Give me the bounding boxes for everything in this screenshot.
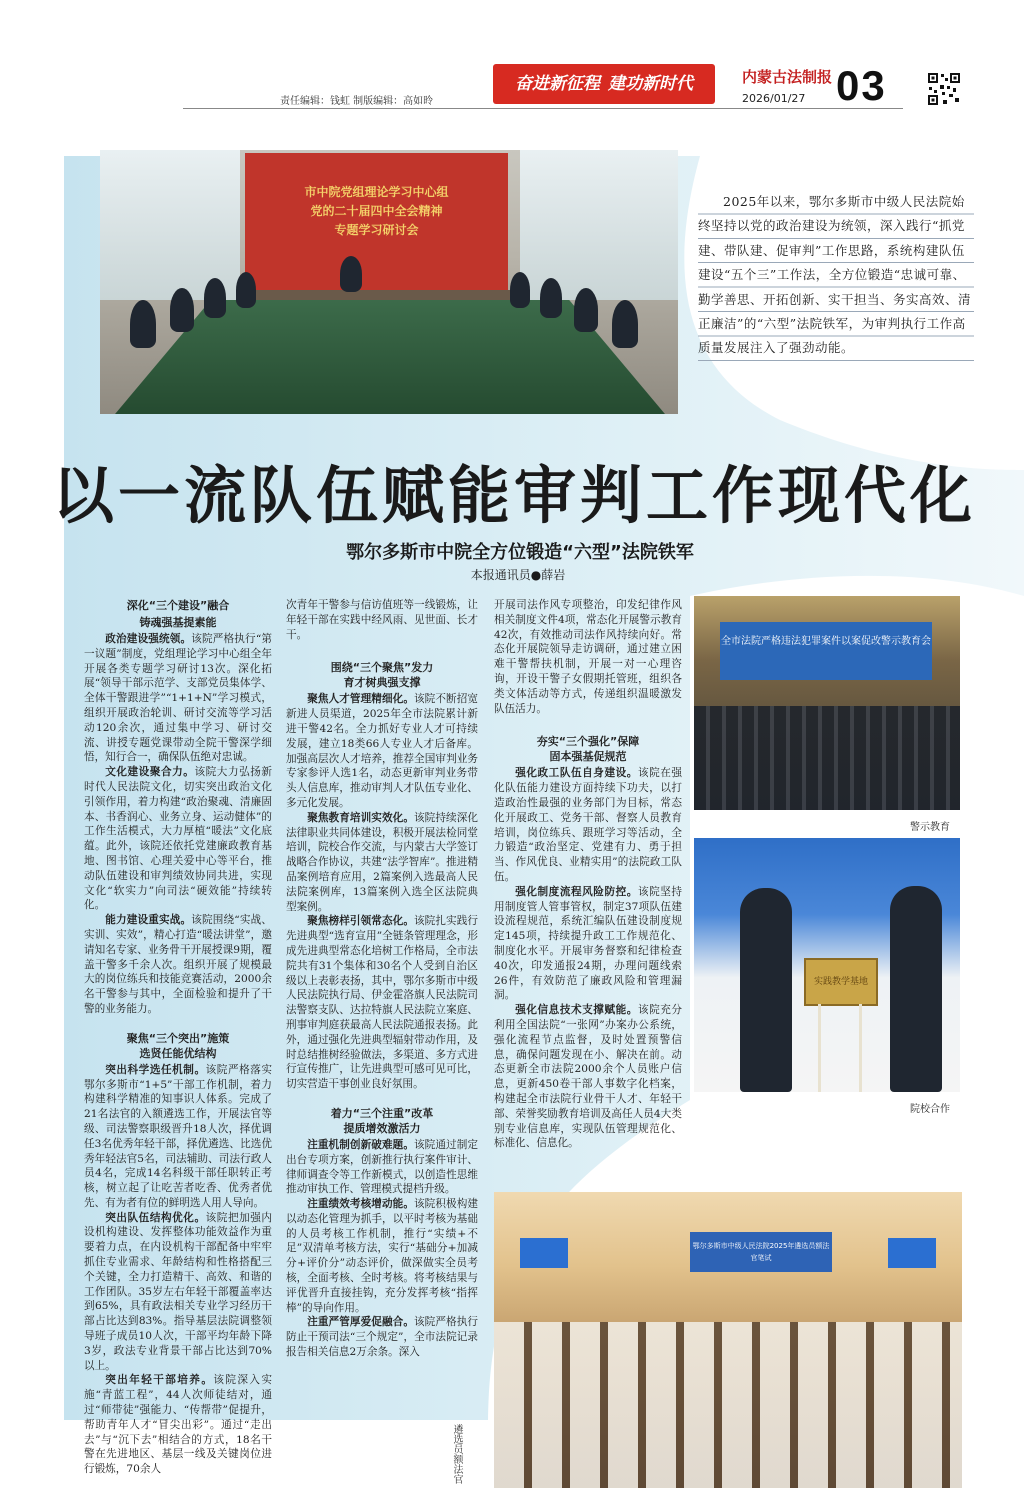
caption-judge-selection: 遴选员额法官	[451, 1424, 462, 1484]
section-subtitle: 提质增效激活力	[343, 1121, 421, 1135]
section-title: 深化“三个建设”融合	[126, 599, 230, 612]
paragraph: 聚焦教育培训实效化。该院持续深化法律职业共同体建设，积极开展法检同堂培训，院校合作交流，与内蒙古大学签订战略合作协议，共建“法学智库”。推进精品案例培育应用，2篇案例入选最高人民法院案例库，13篇案例入选全区法院典型案例。	[286, 811, 478, 913]
section-subtitle: 铸魂强基提素能	[139, 616, 217, 629]
caption-college-cooperation: 院校合作	[910, 1104, 950, 1115]
article-column-1	[84, 598, 272, 1477]
side-screen	[888, 1238, 936, 1268]
paragraph: 注重严管厚爱促融合。该院严格执行防止干预司法“三个规定”，全市法院记录报告相关信息2万余条。深入	[286, 1316, 478, 1359]
slogan-banner	[493, 64, 715, 104]
backdrop-line-1: 市中院党组理论学习中心组	[304, 185, 449, 199]
backdrop-line-3: 专题学习研讨会	[334, 223, 419, 237]
window-left	[100, 150, 240, 300]
paragraph: 文化建设聚合力。该院大力弘扬新时代人民法院文化，切实突出政治文化引领作用，着力构建“政治聚魂、清廉固本、书香润心、业务立身、运动健体”的工作生活模式，大力厚植“暖法”文化底蕴。此外，该院还依托党建廉政教育基地、图书馆、心理关爱中心等平台，推动队伍建设和审判绩效协同共进，实现文化“软实力”向司法“硬效能”持续转化。	[84, 766, 273, 912]
subheadline: 鄂尔多斯市中院全方位锻造“六型”法院铁军	[346, 542, 694, 563]
person	[890, 886, 942, 1092]
person	[130, 300, 156, 348]
person	[236, 272, 256, 308]
person	[170, 288, 194, 332]
section-subtitle: 育才树典强支撑	[343, 676, 421, 690]
byline: 本报通讯员●薛岩	[470, 568, 566, 582]
section-title: 聚焦“三个突出”施策	[126, 1031, 230, 1045]
paragraph: 强化政工队伍自身建设。该院在强化队伍能力建设方面持续下功夫，以打造政治性最强的业务部门为目标，常态化开展政工、党务干部、督察人员教育培训，岗位练兵、跟班学习等活动，全力锻造“政治坚定、党建有力、勇于担当、作风优良、业精实用”的法院政工队伍。	[494, 767, 683, 883]
caption-warning-education: 警示教育	[910, 822, 950, 833]
paragraph: 注重机制创新破难题。该院通过制定出台专项方案，创新推行执行案件审计、律师调查令等工作新模式，以创造性思维推动审执工作、管理模式提档升级。	[286, 1138, 478, 1196]
section-title: 着力“三个注重”改革	[330, 1106, 434, 1120]
section-title: 围绕“三个聚焦”发力	[330, 661, 434, 675]
backdrop-line-2: 党的二十届四中全会精神	[310, 204, 443, 218]
person	[540, 278, 562, 318]
section-title: 夯实“三个强化”保障	[536, 735, 640, 749]
section-subtitle: 固本强基促规范	[549, 750, 627, 764]
article-column-2	[286, 598, 478, 1360]
exam-desks	[494, 1322, 962, 1488]
meeting-screen: 全市法院严格违法犯罪案件以案促改警示教育会	[720, 622, 932, 680]
paragraph: 次青年干警参与信访值班等一线锻炼，让年轻干部在实践中经风雨、见世面、长才干。	[286, 599, 478, 641]
headline: 以一流队伍赋能审判工作现代化	[51, 459, 976, 532]
meeting-backdrop	[245, 153, 508, 295]
side-screen	[520, 1238, 568, 1268]
banner-left: 奋进新征程	[515, 74, 600, 94]
person	[340, 256, 362, 292]
paragraph: 聚焦人才管理精细化。该院不断招宽新进人员渠道，2025年全市法院累计新进干警42名。全力抓好专业人才可持续发展，建立18类66人专业人才后备库。加强高层次人才培养，推荐全国审判业务专家参评人选1名，动态更新审判业务带头人信息库，推动审判人才队伍专业化、多元化发展。	[286, 693, 478, 809]
paragraph: 注重绩效考核增动能。该院积极构建以动态化管理为抓手，以平时考核为基础的人员考核工作机制，推行“实绩+不足”双清单考核方法，实行“基础分+加减分+评价分”动态评价，做深做实全员考核，全面考核、全时考核。将考核结果与评优晋升直接挂钩，充分发挥考核“指挥棒”的导向作用。	[286, 1198, 478, 1314]
paragraph: 突出队伍结构优化。该院把加强内设机构建设、发挥整体功能效益作为重要着力点，在内设机构干部配备中牢牢抓住专业需求、年龄结构和性格搭配三个关键，全力打造精干、高效、和谐的工作团队。35岁左右年轻干部覆盖率达到65%，具有政法相关专业学习经历干部占比达到83%。指导基层法院调整领导班子成员10人次，干部平均年龄下降3岁，政法专业背景干部占比达到70%以上。	[84, 1211, 273, 1372]
person	[510, 272, 530, 308]
paragraph: 聚焦榜样引领常态化。该院扎实践行先进典型“选育宣用”全链条管理理念，形成先进典型常态化培树工作格局，全市法院共有31个集体和30名个人受到自治区级以上表彰表扬，其中，鄂尔多斯市中级人民法院执行局、伊金霍洛旗人民法院司法警察支队、达拉特旗人民法院立案庭、刑事审判庭获最高人民法院通报表扬。此外，通过强化先进典型辐射带动作用，及时总结推树经验做法，多渠道、多方式进行宣传推广，让先进典型可感可见可比，切实营造干事创业良好氛围。	[286, 915, 478, 1091]
lead-paragraph: 2025年以来，鄂尔多斯市中级人民法院始终坚持以党的政治建设为统领，深入践行“抓党建、带队建、促审判”工作思路，系统构建队伍建设“五个三”工作法，全方位锻造“忠诚可靠、勤学善思、开拓创新、实干担当、务实高效、清正廉洁”的“六型”法院铁军，为审判执行工作高质量发展注入了强劲动能。	[698, 190, 974, 361]
banner-right: 建功新时代	[608, 74, 693, 94]
qr-code-icon	[927, 72, 961, 106]
photo-warning-education	[694, 596, 960, 810]
paragraph: 政治建设强统领。该院严格执行“第一议题”制度，党组理论学习中心组全年开展各类专题学习研讨13次。深化拓展“领导干部示范学、支部党员集体学、全体干警跟进学”“1+1+N”学习模式，组织开展政治轮训、研讨交流等学习活动120余次，通过集中学习、研讨交流、讲授专题党课带动全院干警深学细悟，知行合一，确保队伍绝对忠诚。	[84, 633, 272, 764]
paragraph: 突出科学选任机制。该院严格落实鄂尔多斯市“1+5”干部工作机制，着力构建科学精准的知事识人体系。完成了21名法官的入额遴选工作，开展法官等级、司法警察职级晋升18人次，择优调任3名优秀年轻干部，择优遴选、比选优秀年轻法官5名，司法辅助、司法行政人员4名，完成14名科级干部任职转正考核，树立起了让吃苦者吃香、优秀者优先、有为者有位的鲜明选人用人导向。	[84, 1063, 273, 1209]
page-number: 03	[836, 62, 887, 109]
section-subtitle: 选贤任能优结构	[139, 1046, 217, 1060]
issue-date: 2026/01/27	[742, 92, 806, 105]
person	[740, 888, 792, 1092]
newspaper-masthead: 内蒙古法制报	[742, 68, 833, 86]
paragraph: 强化信息技术支撑赋能。该院充分利用全国法院“一张网”办案办公系统，强化流程节点监督，及时处置预警信息，确保问题发现在小、解决在前。动态更新全市法院2000余个人员账户信息，更新450卷干部人事数字化档案，构建起全市法院行业骨干人才、年轻干部、荣誉奖励教育培训及高任人员4大类别专业信息库，实现队伍管理规范化、标准化、信息化。	[494, 1004, 683, 1150]
person	[204, 278, 226, 318]
paragraph: 强化制度流程风险防控。该院坚持用制度管人管事管权，制定37项队伍建设流程规范，系统汇编队伍建设制度规定145项，持续提升政工工作规范化、制度化水平。开展审务督察和纪律检查40次，印发通报24期，办理问题线索26件，有效防范了廉政风险和管理漏洞。	[494, 885, 683, 1002]
window-right	[520, 150, 678, 300]
header-rule	[183, 108, 903, 109]
paragraph: 能力建设重实战。该院围绕“实战、实训、实效”，精心打造“暖法讲堂”，邀请知名专家、业务骨干开展授课9期，覆盖干警多千余人次。组织开展了规模最大的岗位练兵和技能竞赛活动，2000余名干警参与其中，全面检验和提升了干警的业务能力。	[84, 914, 272, 1015]
photo-study-meeting	[100, 150, 678, 414]
person	[574, 288, 598, 332]
paragraph: 突出年轻干部培养。该院深入实施“青蓝工程”，44人次师徒结对，通过“师带徒”强能力、“传帮带”促提升，帮助青年人才“冒尖出彩”。通过“走出去”与“沉下去”相结合的方式，18名干警在先进地区、基层一线及关键岗位进行锻炼，70余人	[84, 1374, 273, 1476]
article-column-3	[494, 598, 682, 1151]
paragraph: 开展司法作风专项整治，印发纪律作风相关制度文件4项，常态化开展警示教育42次，有效推动司法作风持续向好。常态化开展院领导走访调研，通过建立困难干警帮扶机制，开展一对一心理咨询，开设干警子女假期托管班，组织各类文体活动等方式，传递组织温暖激发队伍活力。	[494, 599, 682, 715]
person	[612, 300, 638, 348]
plaque-stand	[818, 1004, 862, 1092]
editors-line: 责任编辑：钱虹 制版编辑：高如昤	[280, 96, 434, 107]
plaque: 实践教学基地	[804, 958, 878, 1006]
photo-college-cooperation	[694, 838, 960, 1092]
audience	[694, 706, 960, 810]
exam-screen: 鄂尔多斯市中级人民法院2025年遴选员额法官笔试	[690, 1232, 832, 1272]
photo-judge-selection	[494, 1192, 962, 1488]
